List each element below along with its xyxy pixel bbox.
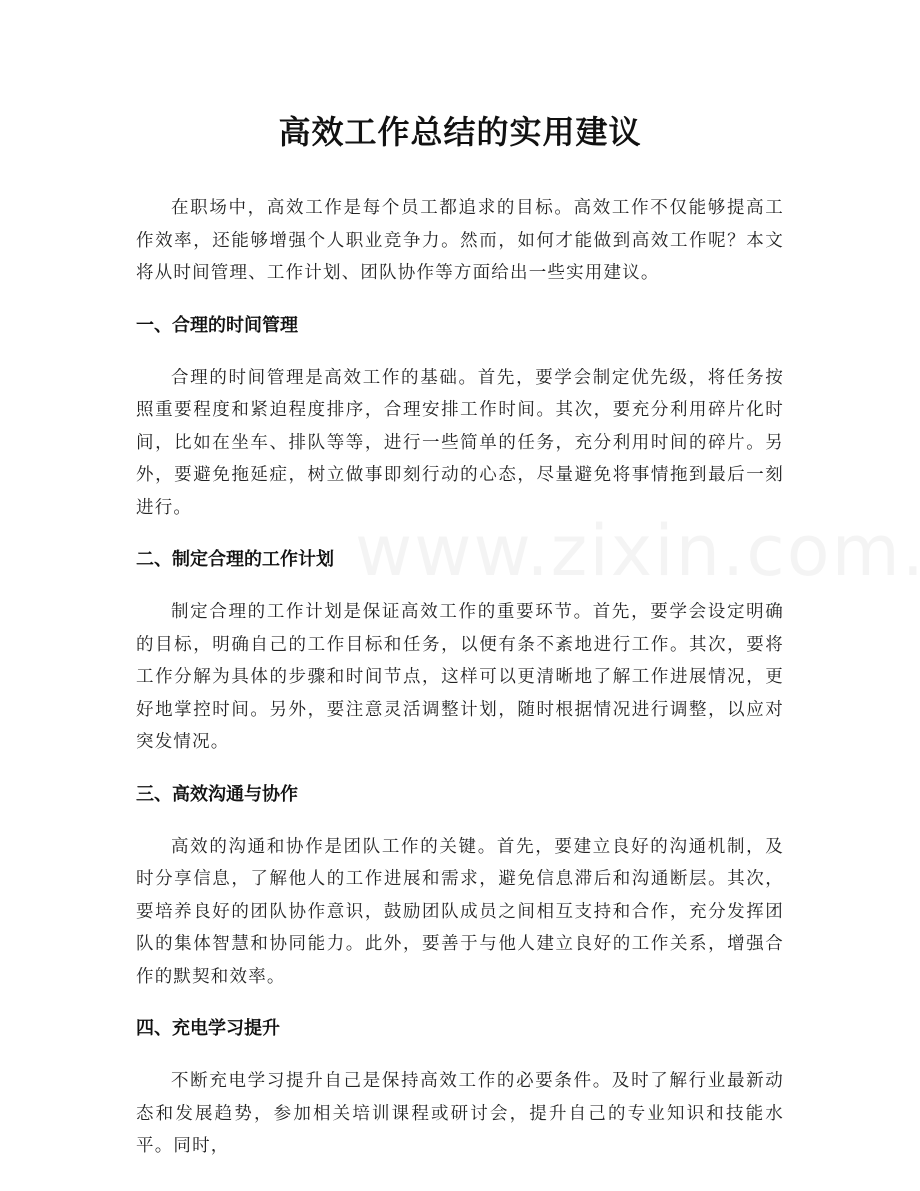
section-heading: 三、高效沟通与协作 [136,783,298,805]
section-heading: 一、合理的时间管理 [136,314,298,336]
section-learning [136,1015,784,1163]
section-time-management [136,312,784,525]
section-paragraph: 高效的沟通和协作是团队工作的关键。首先，要建立良好的沟通机制，及时分享信息，了解他人的工作进展和需求，避免信息滞后和沟通断层。其次，要培养良好的团队协作意识，鼓励团队成员之间相互支持和合作，充分发挥团队的集体智慧和协同能力。此外，要善于与他人建立良好的工作关系，增强合作的默契和效率。 [136,836,784,987]
section-communication [136,781,784,994]
section-heading: 二、制定合理的工作计划 [136,549,334,570]
section-heading: 四、充电学习提升 [136,1018,280,1039]
intro-paragraph: 在职场中，高效工作是每个员工都追求的目标。高效工作不仅能够提高工作效率，还能够增强个人职业竞争力。然而，如何才能做到高效工作呢？本文将从时间管理、工作计划、团队协作等方面给出一些实用建议。 [136,198,784,283]
section-work-plan [136,546,784,759]
section-paragraph: 不断充电学习提升自己是保持高效工作的必要条件。及时了解行业最新动态和发展趋势，参加相关培训课程或研讨会，提升自己的专业知识和技能水平。同时， [136,1071,784,1156]
section-paragraph: 制定合理的工作计划是保证高效工作的重要环节。首先，要学会设定明确的目标，明确自己的工作目标和任务，以便有条不紊地进行工作。其次，要将工作分解为具体的步骤和时间节点，这样可以更清晰地了解工作进展情况，更好地掌控时间。另外，要注意灵活调整计划，随时根据情况进行调整，以应对突发情况。 [136,602,784,752]
section-paragraph: 合理的时间管理是高效工作的基础。首先，要学会制定优先级，将任务按照重要程度和紧迫程度排序，合理安排工作时间。其次，要充分利用碎片化时间，比如在坐车、排队等等，进行一些简单的任务，充分利用时间的碎片。另外，要避免拖延症，树立做事即刻行动的心态，尽量避免将事情拖到最后一刻进行。 [136,367,784,518]
page-title: 高效工作总结的实用建议 [278,113,642,151]
